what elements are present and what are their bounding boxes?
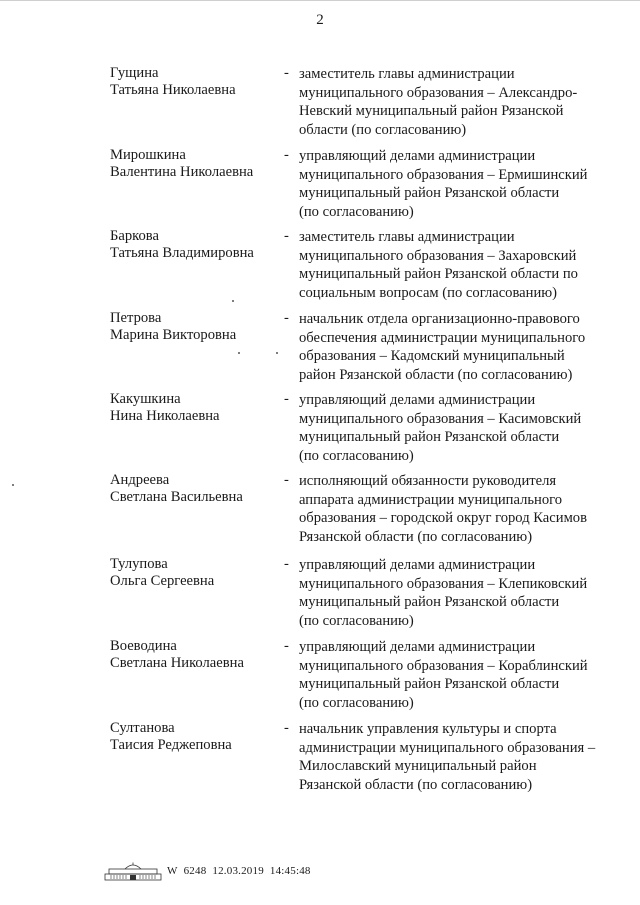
given-names: Нина Николаевна <box>110 408 220 424</box>
position-line: управляющий делами администрации <box>299 148 536 164</box>
position-line: обеспечения администрации муниципального <box>299 329 586 346</box>
surname: Мирошкина <box>110 147 186 163</box>
scan-speck <box>276 352 278 354</box>
separator-dash: - <box>284 391 289 407</box>
position-line: муниципального образования – Ермишинский <box>299 166 588 183</box>
position-line: заместитель главы администрации <box>299 229 515 245</box>
position-line: муниципального образования – Клепиковский <box>299 575 588 592</box>
position-description <box>299 472 617 546</box>
position-line: муниципального образования – Касимовский <box>299 410 582 427</box>
surname: Гущина <box>110 65 159 81</box>
person-name <box>110 638 280 672</box>
person-name <box>110 556 280 590</box>
document-footer <box>103 862 403 882</box>
list-item <box>110 391 610 471</box>
person-name <box>110 720 280 754</box>
doc-time: 14:45:48 <box>269 865 311 877</box>
position-line: области (по согласованию) <box>299 121 467 138</box>
surname: Воеводина <box>110 638 177 654</box>
separator-dash: - <box>284 720 289 736</box>
list-item <box>110 720 610 800</box>
list-item <box>110 228 610 308</box>
position-description <box>299 310 617 384</box>
position-line: начальник отдела организационно-правового <box>299 311 580 327</box>
separator-dash: - <box>284 310 289 326</box>
list-item <box>110 556 610 636</box>
position-line: Рязанской области (по согласованию) <box>299 776 533 793</box>
surname: Султанова <box>110 720 175 736</box>
position-description <box>299 638 617 712</box>
position-line: Милославский муниципальный район <box>299 758 537 774</box>
position-line: образования – Кадомский муниципальный <box>299 348 565 364</box>
list-item <box>110 65 610 145</box>
position-line: управляющий делами администрации <box>299 639 536 655</box>
separator-dash: - <box>284 65 289 81</box>
position-line: управляющий делами администрации <box>299 392 536 408</box>
doc-mark: W <box>167 865 178 877</box>
position-line: заместитель главы администрации <box>299 66 515 82</box>
position-line: аппарата администрации муниципального <box>299 491 563 508</box>
position-description <box>299 65 617 139</box>
person-name <box>110 472 280 506</box>
position-line: муниципальный район Рязанской области по <box>299 266 578 282</box>
given-names: Светлана Васильевна <box>110 489 243 505</box>
surname: Какушкина <box>110 391 181 407</box>
separator-dash: - <box>284 472 289 488</box>
person-name <box>110 391 280 425</box>
position-description <box>299 391 617 465</box>
position-line: (по согласованию) <box>299 203 414 220</box>
top-border-line <box>0 0 640 1</box>
position-description <box>299 228 617 302</box>
position-line: муниципальный район Рязанской области <box>299 185 560 201</box>
scan-speck <box>238 352 240 354</box>
scan-speck <box>12 484 14 486</box>
position-line: исполняющий обязанности руководителя <box>299 473 557 489</box>
list-item <box>110 472 610 552</box>
given-names: Марина Викторовна <box>110 327 237 343</box>
position-description <box>299 720 617 794</box>
list-item <box>110 310 610 390</box>
position-line: (по согласованию) <box>299 612 414 629</box>
position-line: Невский муниципальный район Рязанской <box>299 103 564 119</box>
position-description <box>299 147 617 221</box>
position-line: муниципальный район Рязанской области <box>299 429 560 445</box>
position-line: муниципальный район Рязанской области <box>299 676 560 692</box>
surname: Баркова <box>110 228 159 244</box>
given-names: Ольга Сергеевна <box>110 573 215 589</box>
given-names: Светлана Николаевна <box>110 655 244 671</box>
given-names: Таисия Реджеповна <box>110 737 232 753</box>
person-name <box>110 228 280 262</box>
position-line: Рязанской области (по согласованию) <box>299 528 533 545</box>
position-line: муниципального образования – Александро- <box>299 84 578 101</box>
doc-number: 6248 <box>183 865 207 877</box>
position-line: (по согласованию) <box>299 694 414 711</box>
person-name <box>110 65 280 99</box>
separator-dash: - <box>284 147 289 163</box>
position-line: (по согласованию) <box>299 447 414 464</box>
person-name <box>110 310 280 344</box>
surname: Тулупова <box>110 556 168 572</box>
position-line: муниципальный район Рязанской области <box>299 594 560 610</box>
position-line: муниципального образования – Кораблинский <box>299 657 588 674</box>
position-line: управляющий делами администрации <box>299 557 536 573</box>
building-logo-icon <box>103 862 163 882</box>
doc-date: 12.03.2019 <box>212 865 264 877</box>
position-line: образования – городской округ город Касимов <box>299 510 587 526</box>
given-names: Татьяна Николаевна <box>110 82 236 98</box>
position-description <box>299 556 617 630</box>
document-registration-stamp <box>167 865 317 877</box>
given-names: Валентина Николаевна <box>110 164 254 180</box>
given-names: Татьяна Владимировна <box>110 245 254 261</box>
position-line: район Рязанской области (по согласованию) <box>299 366 573 383</box>
position-line: социальным вопросам (по согласованию) <box>299 284 558 301</box>
separator-dash: - <box>284 228 289 244</box>
position-line: начальник управления культуры и спорта <box>299 721 557 737</box>
page-number: 2 <box>316 12 324 28</box>
position-line: администрации муниципального образования – <box>299 739 596 756</box>
surname: Петрова <box>110 310 162 326</box>
surname: Андреева <box>110 472 170 488</box>
separator-dash: - <box>284 638 289 654</box>
list-item <box>110 638 610 718</box>
list-item <box>110 147 610 227</box>
separator-dash: - <box>284 556 289 572</box>
person-name <box>110 147 280 181</box>
position-line: муниципального образования – Захаровский <box>299 247 577 264</box>
scan-speck <box>232 300 234 302</box>
